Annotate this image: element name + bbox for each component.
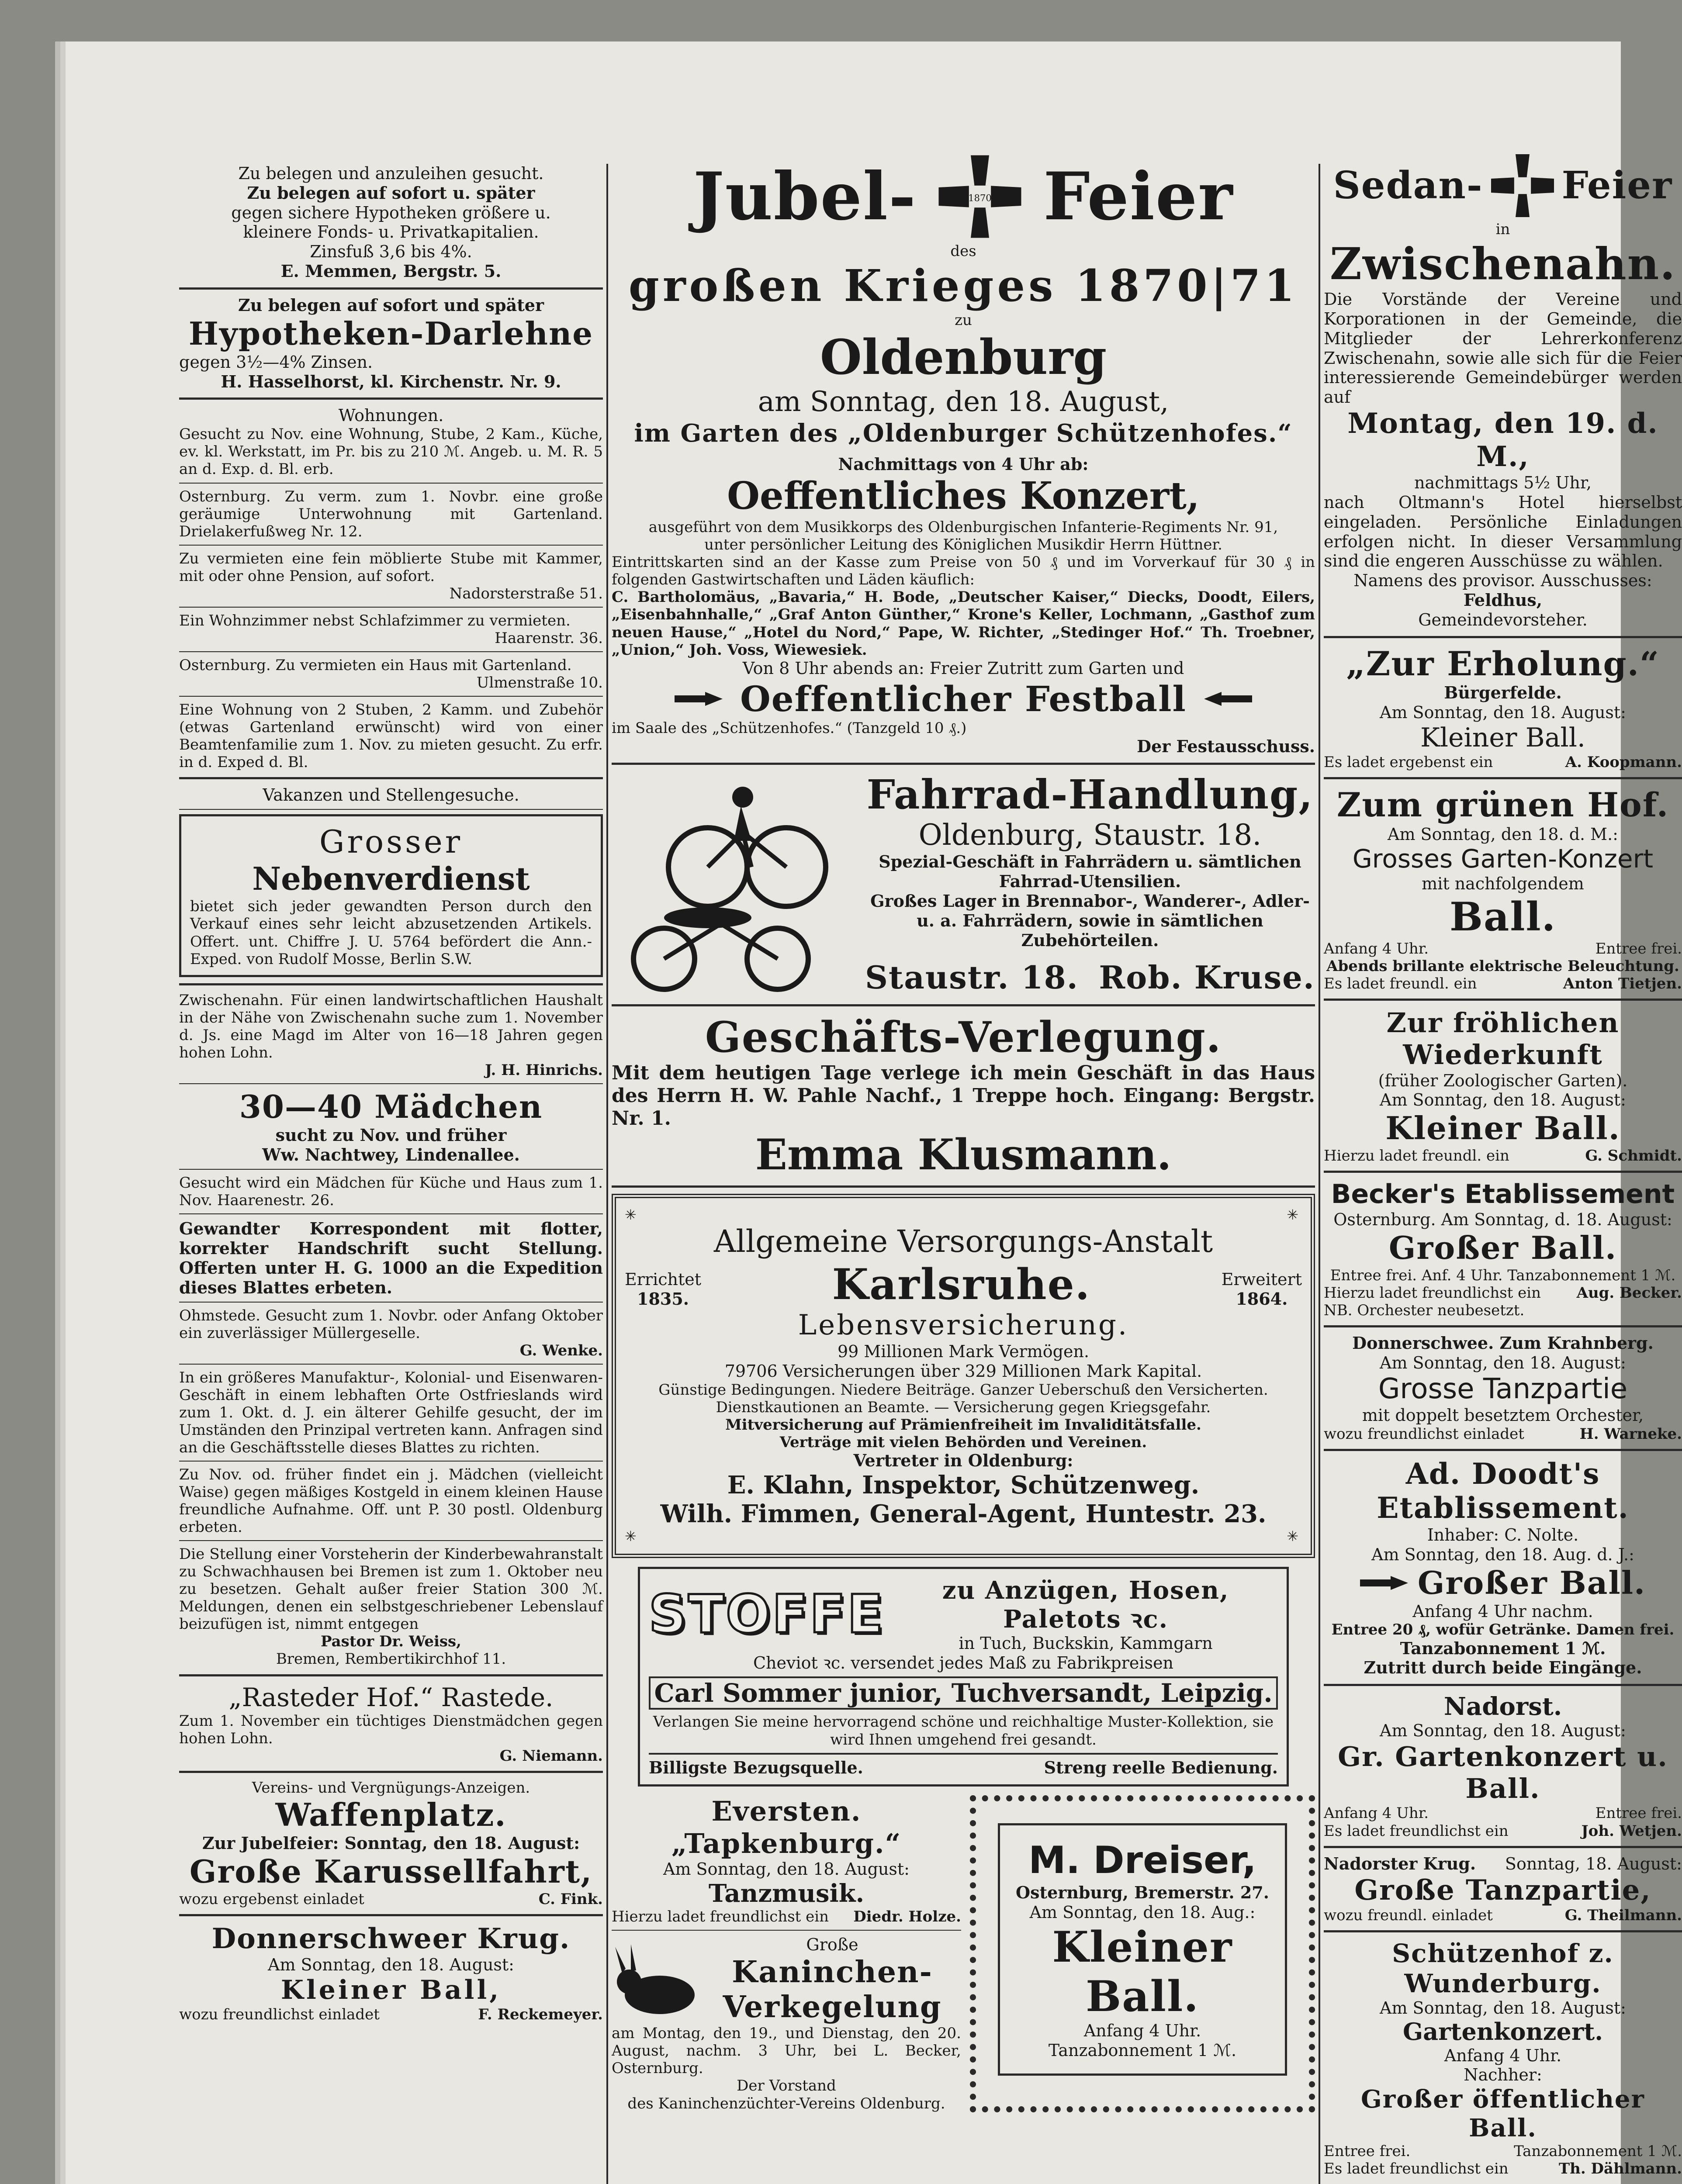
ad-title: Donnerschwee. Zum Krahnberg.	[1352, 1333, 1654, 1353]
ad-text: Zu vermieten eine fein möblierte Stube mit Kammer, mit oder ohne Pension, auf sofort.	[179, 549, 603, 585]
ad-line: zu Anzügen, Hosen,	[942, 1576, 1229, 1605]
divider	[179, 607, 603, 608]
ad-line: Abends brillante elektrische Beleuchtung.	[1326, 957, 1679, 975]
ad-line: Am Sonntag, den 18. August:	[268, 1955, 514, 1975]
ad-fahrrad	[612, 771, 1315, 998]
divider	[179, 483, 603, 484]
ad-title: Kleiner Ball,	[280, 1975, 502, 2006]
ad-title: Feier	[1043, 158, 1234, 235]
ad-signature: Gemeindevorsteher.	[1418, 610, 1588, 629]
ad-line: Am Sonntag, den 18. Aug.:	[1029, 1902, 1256, 1922]
iron-cross-icon	[1488, 151, 1557, 221]
ad-nebenverdienst	[179, 814, 603, 977]
ad-doodt	[1324, 1457, 1682, 1678]
ad-korrespondent: Gewandter Korrespondent mit flotter, korrekter Handschrift sucht Stellung. Offerten unter H. G. 1000 an die Expedition dieses Blattes erbeten.	[179, 1219, 603, 1298]
ad-text: Eintrittskarten sind an der Kasse zum Preise von 50 ₰ und im Vorverkauf für 30 ₰ in folgenden Gastwirtschaften und Läden käuflich:	[612, 553, 1315, 589]
divider	[179, 809, 603, 810]
ad-maedchen	[179, 1089, 603, 1165]
ad-title: Eversten. „Tapkenburg.“	[671, 1795, 902, 1859]
ad-line: Carl Sommer junior, Tuchversandt, Leipzig.	[649, 1676, 1278, 1710]
ad-line: E. Klahn, Inspektor, Schützenweg.	[727, 1471, 1200, 1500]
divider	[179, 1364, 603, 1365]
ad-title: Feier	[1561, 163, 1673, 208]
divider	[179, 1461, 603, 1462]
ad-wohnung-1	[179, 406, 603, 478]
ad-signature: Rob. Kruse.	[1099, 958, 1315, 996]
ad-line: 79706 Versicherungen über 329 Millionen Mark Kapital.	[724, 1362, 1202, 1381]
rabbit-icon	[612, 1942, 699, 2017]
ad-gruener-hof	[1324, 785, 1682, 992]
ad-title: Große Tanzpartie,	[1354, 1873, 1651, 1907]
ad-heading: Zu belegen und anzuleihen gesucht.	[238, 164, 544, 183]
ad-line: Günstige Bedingungen. Niedere Beiträge. Ganzer Ueberschuß den Versicherten.	[658, 1381, 1268, 1399]
divider	[179, 1674, 603, 1676]
divider	[1324, 1171, 1682, 1173]
ad-title: Jubel-	[693, 158, 917, 235]
ad-title: Ad. Doodt's Etablissement.	[1377, 1457, 1629, 1525]
ad-signature: Joh. Wetjen.	[1581, 1822, 1682, 1840]
ad-title: Großer Ball.	[1417, 1564, 1646, 1601]
divider	[1324, 1846, 1682, 1848]
ad-jubelfeier	[612, 151, 1315, 757]
pointing-hand-icon	[675, 689, 727, 708]
ad-signature: Pastor Dr. Weiss,	[321, 1633, 461, 1651]
ad-address: Nadorsterstraße 51.	[449, 584, 603, 602]
divider	[1324, 999, 1682, 1001]
pointing-hand-icon	[1360, 1573, 1412, 1593]
ad-line: NB. Orchester neubesetzt.	[1324, 1302, 1525, 1320]
ad-text: Die Vorstände der Vereine und Korporationen in der Gemeinde, die Mitglieder der Lehrerkonferenz Zwischenahn, sowie alle sich für die Feier interessierende Gemeindebürger werden auf	[1324, 290, 1682, 407]
ad-line: Cheviot ꝛc. versendet jedes Maß zu Fabrikpreisen	[753, 1653, 1174, 1673]
ad-line: Osternburg. Am Sonntag, d. 18. August:	[1333, 1210, 1672, 1230]
ad-text: nach Oltmann's Hotel hierselbst eingeladen. Persönliche Einladungen erfolgen nicht. In dieser Versammlung sind die engeren Ausschüsse zu wählen.	[1324, 492, 1682, 571]
ad-title: Kaninchen-	[732, 1954, 933, 1990]
ad-title: Großer öffentlicher Ball.	[1360, 2085, 1645, 2143]
divider	[179, 777, 603, 779]
star-icon: ✳	[1287, 1206, 1302, 1223]
ad-signature: Anton Tietjen.	[1563, 975, 1682, 993]
divider	[1324, 1325, 1682, 1327]
divider	[612, 1185, 1315, 1188]
ad-signature: G. Niemann.	[499, 1747, 603, 1765]
ad-signature: E. Memmen, Bergstr. 5.	[280, 261, 502, 281]
ad-line: Zutritt durch beide Eingänge.	[1364, 1658, 1642, 1678]
ad-title: Zur fröhlichen Wiederkunft	[1386, 1007, 1620, 1071]
ad-signature: A. Koopmann.	[1565, 753, 1682, 771]
ad-line: wozu freundlichst einladet	[179, 2006, 380, 2024]
ad-line: Zu belegen auf sofort u. später	[247, 183, 535, 203]
ad-wohnung-3	[179, 550, 603, 602]
ad-line: Entree frei.	[1595, 940, 1682, 957]
column-rule-right	[1319, 164, 1320, 2184]
ad-line: Hierzu ladet freundlichst ein	[1324, 1284, 1541, 1302]
section-heading: Vereins- und Vergnügungs-Anzeigen.	[252, 1779, 530, 1797]
ad-title: „Rasteder Hof.“ Rastede.	[228, 1682, 554, 1712]
ad-title: „Zur Erholung.“	[1346, 644, 1660, 683]
ad-title: Große Karussellfahrt,	[189, 1852, 593, 1890]
ad-address: Ulmenstraße 10.	[476, 674, 603, 691]
ad-line: Inhaber: C. Nolte.	[1427, 1525, 1579, 1545]
ad-signature: J. H. Hinrichs.	[485, 1061, 603, 1079]
ad-text: C. Bartholomäus, „Bavaria,“ H. Bode, „Deutscher Kaiser,“ Diecks, Doodt, Eilers, „Eisenbahnhalle,“ „Graf Anton Günther,“ Krone's Keller, Lochmann, „Gasthof zum neuen Hause,“ „Hotel du Nord,“ Pape, W. Richter, „Stedinger Hof.“ Th. Troebner, „Union,“ Joh. Voss, Wiewesiek.	[612, 588, 1315, 659]
ad-line: Sonntag, 18. August:	[1505, 1854, 1682, 1873]
divider	[179, 1213, 603, 1214]
ad-line: Am Sonntag, den 18. August:	[1380, 703, 1626, 722]
ad-signature: Namens des provisor. Ausschusses:	[1353, 571, 1652, 591]
ad-hypotheken	[179, 296, 603, 391]
ad-krahnberg	[1324, 1334, 1682, 1443]
ad-line: Es ladet freundlichst ein	[1324, 1822, 1509, 1840]
ad-title: Gr. Gartenkonzert u. Ball.	[1338, 1741, 1668, 1805]
divider	[1324, 1684, 1682, 1686]
ad-line: in Tuch, Buckskin, Kammgarn	[959, 1634, 1213, 1653]
ad-zur-erholung	[1324, 644, 1682, 771]
ad-line: Bürgerfelde.	[1444, 683, 1562, 703]
ad-signature: Der Festausschuss.	[1137, 736, 1315, 757]
right-column	[1324, 151, 1682, 2184]
ad-title: Gartenkonzert.	[1402, 2017, 1603, 2046]
section-heading: Wohnungen.	[338, 406, 444, 425]
ad-line: mit doppelt besetztem Orchester,	[1362, 1406, 1644, 1425]
ad-title: M. Dreiser,	[1028, 1838, 1256, 1883]
ad-line: wozu freundl. einladet	[1324, 1907, 1493, 1925]
star-icon: ✳	[625, 1528, 640, 1545]
ad-signature: Der Vorstand	[737, 2077, 836, 2095]
ad-title: Becker's Etablissement	[1331, 1179, 1675, 1210]
ad-title: Karlsruhe.	[832, 1259, 1091, 1309]
ad-line: Osternburg, Bremerstr. 27.	[1016, 1882, 1269, 1902]
ad-line: zu	[955, 311, 972, 329]
ad-line: gegen sichere Hypotheken größere u.	[231, 203, 551, 222]
ad-title: Waffenplatz.	[275, 1796, 507, 1834]
left-column	[179, 164, 603, 2023]
ad-title: Fahrrad-Handlung,	[866, 771, 1314, 818]
column-rule-left	[606, 164, 608, 2184]
ad-signature: Bremen, Rembertikirchhof 11.	[276, 1650, 506, 1668]
ad-line: Zu belegen auf sofort und später	[238, 295, 544, 315]
ad-nadorster-krug	[1324, 1854, 1682, 1924]
divider	[179, 1914, 603, 1916]
ad-line: unter persönlicher Leitung des Königlichen Musikdir Herrn Hüttner.	[704, 536, 1222, 554]
ad-line: Anfang 4 Uhr.	[1083, 2021, 1201, 2041]
ad-title: großen Krieges 1870|71	[628, 260, 1298, 312]
ad-title: Donnerschweer Krug.	[211, 1922, 571, 1955]
ad-rasteder-hof	[179, 1683, 603, 1765]
ad-line: Es ladet freundlichst ein	[1324, 2160, 1509, 2178]
ad-wohnung-2: Osternburg. Zu verm. zum 1. Novbr. eine große geräumige Unterwohnung mit Gartenland. Drielakerfußweg Nr. 12.	[179, 487, 603, 540]
ad-title: Verkegelung	[723, 1989, 942, 2025]
divider	[179, 397, 603, 400]
ad-line: Billigste Bezugsquelle.	[649, 1757, 863, 1777]
divider	[1324, 1930, 1682, 1932]
ad-wohnung-4	[179, 612, 603, 647]
ad-stoffe	[638, 1567, 1289, 1787]
ad-line: Oldenburg, Staustr. 18.	[918, 818, 1262, 852]
ad-signature: G. Theilmann.	[1564, 1907, 1682, 1925]
ad-line: Von 8 Uhr abends an: Freier Zutritt zum Garten und	[742, 658, 1184, 678]
ad-line: Am Sonntag, den 18. August:	[1380, 1090, 1626, 1110]
ad-signature: Emma Klusmann.	[755, 1130, 1172, 1179]
section-heading-vakanzen: Vakanzen und Stellengesuche.	[263, 785, 519, 805]
ad-nadorst	[1324, 1692, 1682, 1839]
ad-line: Anfang 4 Uhr.	[1324, 1804, 1429, 1822]
ad-line: kleinere Fonds- u. Privatkapitalien.	[243, 222, 539, 242]
ad-line: sucht zu Nov. und früher	[275, 1125, 507, 1145]
ad-address: Staustr. 18.	[865, 958, 1079, 996]
ad-signature: H. Hasselhorst, kl. Kirchenstr. Nr. 9.	[221, 371, 561, 391]
ad-signature: Feldhus,	[1464, 590, 1542, 610]
ad-wunderburg	[1324, 1939, 1682, 2177]
ad-title: Nebenverdienst	[252, 860, 530, 898]
stoffe-logo: STOFFE	[649, 1584, 885, 1645]
ad-city: Zwischenahn.	[1329, 238, 1676, 290]
ad-kapital	[179, 164, 603, 281]
ad-title: Hypotheken-Darlehne	[188, 314, 594, 352]
ad-text: Osternburg. Zu vermieten ein Haus mit Gartenland.	[179, 656, 572, 674]
ad-line: Zinsfuß 3,6 bis 4%.	[310, 242, 472, 262]
ad-title: Sedan-	[1333, 163, 1483, 208]
ad-title: Oeffentlicher Festball	[740, 678, 1187, 719]
ad-line: Paletots ꝛc.	[1003, 1605, 1169, 1634]
ad-line: Ww. Nachtwey, Lindenallee.	[262, 1144, 520, 1165]
ad-line: ausgeführt von dem Musikkorps des Oldenburgischen Infanterie-Regiments Nr. 91,	[648, 518, 1278, 536]
ad-line: Am Sonntag, den 18. August:	[1380, 1353, 1626, 1373]
ad-froehliche-wiederkunft	[1324, 1007, 1682, 1165]
divider	[179, 1540, 603, 1541]
divider	[179, 1302, 603, 1303]
ad-date: Montag, den 19. d. M.,	[1347, 407, 1658, 473]
ad-text: Mit dem heutigen Tage verlege ich mein Geschäft in das Haus des Herrn H. W. Pahle Nachf., 1 Treppe hoch. Eingang: Bergstr. Nr. 1.	[612, 1062, 1315, 1130]
divider	[179, 983, 603, 985]
ad-title: Kleiner Ball.	[1420, 722, 1585, 753]
ad-line: Spezial-Geschäft in Fahrrädern u. sämtlichen Fahrrad-Utensilien.	[879, 852, 1301, 892]
divider	[612, 1004, 1315, 1006]
ad-signature: des Kaninchenzüchter-Vereins Oldenburg.	[627, 2094, 945, 2112]
ad-line: Am Sonntag, den 18. d. M.:	[1388, 824, 1618, 844]
ad-line: Es ladet freundl. ein	[1324, 975, 1477, 993]
ad-line: Hierzu ladet freundlichst ein	[612, 1908, 829, 1925]
ad-line: Errichtet	[625, 1270, 702, 1289]
divider	[179, 696, 603, 697]
ad-line: Großes Lager in Brennabor-, Wanderer-, Adler- u. a. Fahrrädern, sowie in sämtlichen Zubehörteilen.	[870, 891, 1310, 950]
ad-line: Streng reelle Bedienung.	[1044, 1757, 1278, 1777]
ad-title: Großer Ball.	[1388, 1229, 1617, 1266]
ad-title: Kleiner Ball.	[1052, 1922, 1233, 2021]
ad-gehilfe: In ein größeres Manufaktur-, Kolonial- und Eisenwaren-Geschäft in einem lebhaften Orte Ostfrieslands wird zum 1. Okt. d. J. ein älterer Gehilfe gesucht, der im Umständen den Prinzipal vertreten kann. Anfragen sind an die Geschäftsstelle dieses Blattes zu richten.	[179, 1369, 603, 1457]
ad-wohnung-6: Eine Wohnung von 2 Stuben, 2 Kamm. und Zubehör (etwas Gartenland erwünscht) wird von einer Beamtenfamilie zum 1. Nov. zu mieten gesucht. Zu erfr. in d. Exped d. Bl.	[179, 701, 603, 771]
ad-magd	[179, 992, 603, 1079]
ad-line: Dienstkautionen an Beamte. — Versicherung gegen Kriegsgefahr.	[716, 1399, 1211, 1417]
ad-text: Zwischenahn. Für einen landwirtschaftlichen Haushalt in der Nähe von Zwischenahn suche zum 1. November d. Js. eine Magd im Alter von 16—18 Jahren gegen hohen Lohn.	[179, 991, 603, 1061]
ad-date: am Sonntag, den 18. August,	[758, 386, 1169, 418]
ad-line: 1835.	[637, 1289, 689, 1309]
ad-line: Mitversicherung auf Prämienfreiheit im Invaliditätsfalle.	[725, 1416, 1201, 1434]
middle-column	[612, 151, 1315, 2112]
ad-signature: H. Warneke.	[1579, 1425, 1682, 1443]
ad-text: Verlangen Sie meine hervorragend schöne und reichhaltige Muster-Kollektion, sie wird Ihnen umgehend frei gesandt.	[653, 1713, 1274, 1749]
ad-line: Anfang 4 Uhr.	[1444, 2046, 1562, 2065]
divider	[612, 763, 1315, 765]
ad-text: Ein Wohnzimmer nebst Schlafzimmer zu vermieten.	[179, 612, 571, 629]
ad-line: Verträge mit vielen Behörden und Vereinen.	[779, 1434, 1147, 1451]
ad-line: Am Sonntag, den 18. August:	[1380, 1721, 1626, 1741]
ad-line: Hierzu ladet freundl. ein	[1324, 1147, 1509, 1165]
ad-title: Grosser	[319, 823, 463, 860]
ad-title: Ball.	[1449, 893, 1557, 940]
ad-line: Am Sonntag, den 18. August:	[663, 1859, 910, 1879]
pointing-hand-icon	[1200, 689, 1252, 708]
ad-title: Geschäfts-Verlegung.	[705, 1012, 1222, 1062]
ad-title: Kleiner Ball.	[1385, 1109, 1620, 1147]
divider	[179, 287, 603, 290]
divider	[1324, 636, 1682, 638]
ad-text: Zum 1. November ein tüchtiges Dienstmädchen gegen hohen Lohn.	[179, 1712, 603, 1747]
ad-waffenplatz	[179, 1779, 603, 1908]
divider	[1324, 777, 1682, 779]
ad-text: bietet sich jeder gewandten Person durch den Verkauf eines sehr leicht abzusetzenden Artikels. Offert. unt. Chiffre J. U. 5764 befördert die Ann.-Exped. von Rudolf Mosse, Berlin S.W.	[190, 898, 592, 968]
ad-line: Anfang 4 Uhr nachm.	[1412, 1601, 1593, 1621]
ad-title: Zum grünen Hof.	[1336, 785, 1669, 824]
divider	[179, 651, 603, 652]
ad-line: Tanzabonnement 1 ℳ.	[1048, 2040, 1237, 2060]
ad-signature: F. Reckemeyer.	[478, 2006, 603, 2024]
ad-line: Erweitert	[1221, 1270, 1302, 1289]
ad-line: im Saale des „Schützenhofes.“ (Tanzgeld 10 ₰.)	[612, 719, 967, 737]
ad-vorsteherin	[179, 1545, 603, 1668]
ad-title: Allgemeine Versorgungs-Anstalt	[713, 1223, 1213, 1259]
ad-line: in	[1495, 221, 1510, 238]
ad-signature: C. Fink.	[538, 1890, 603, 1908]
ad-signature: Th. Dählmann.	[1558, 2160, 1682, 2178]
ad-title: Schützenhof z. Wunderburg.	[1392, 1939, 1614, 1998]
ad-line: Wilh. Fimmen, General-Agent, Huntestr. 23.	[660, 1500, 1267, 1529]
ad-title: Tanzmusik.	[708, 1879, 865, 1908]
ad-wohnung-5	[179, 657, 603, 691]
divider	[179, 1083, 603, 1084]
divider	[179, 1169, 603, 1170]
ad-title: Grosse Tanzpartie	[1378, 1372, 1628, 1405]
ad-line: 99 Millionen Mark Vermögen.	[837, 1342, 1090, 1362]
ad-title: Grosses Garten-Konzert	[1352, 844, 1654, 874]
ad-signature: Aug. Becker.	[1576, 1284, 1682, 1302]
ad-line: Entree 20 ₰, wofür Getränke. Damen frei.	[1331, 1621, 1675, 1639]
ad-title: Nadorst.	[1443, 1692, 1562, 1721]
ad-line: Nachmittags von 4 Uhr ab:	[838, 454, 1089, 474]
ad-title: 30—40 Mädchen	[239, 1088, 543, 1125]
divider	[179, 1771, 603, 1773]
ad-city: Oldenburg	[820, 329, 1107, 386]
ad-title: Nadorster Krug.	[1324, 1853, 1476, 1873]
ad-dreiser	[970, 1795, 1315, 2112]
ad-muellergeselle	[179, 1307, 603, 1359]
ad-line: Entree frei. Anf. 4 Uhr. Tanzabonnement 1 ℳ.	[1330, 1266, 1676, 1284]
divider	[1324, 1449, 1682, 1451]
ad-line: Es ladet ergebenst ein	[1324, 753, 1493, 771]
bicycle-illustration-icon	[612, 771, 856, 998]
ad-becker	[1324, 1179, 1682, 1319]
ad-line: wozu freundlichst einladet	[1324, 1425, 1524, 1443]
ad-aufnahme: Zu Nov. od. früher findet ein j. Mädchen (vielleicht Waise) gegen mäßiges Kostgeld in einem kleinen Hause freundliche Aufnahme. Off. unt P. 30 postl. Oldenburg erbeten.	[179, 1466, 603, 1536]
ad-sedanfeier	[1324, 151, 1682, 630]
ad-line: Tanzabonnement 1 ℳ.	[1514, 2143, 1682, 2160]
ad-line: Am Sonntag, den 18. Aug. d. J.:	[1371, 1545, 1634, 1564]
ad-line: Große	[806, 1935, 858, 1954]
ad-line: Tanzabonnement 1 ℳ.	[1400, 1638, 1606, 1658]
ad-signature: Diedr. Holze.	[853, 1908, 961, 1925]
ad-line: (früher Zoologischer Garten).	[1378, 1071, 1628, 1090]
ad-title: Oeffentliches Konzert,	[727, 474, 1200, 518]
ad-line: Vertreter in Oldenburg:	[853, 1451, 1073, 1471]
svg-text:1870: 1870	[968, 193, 992, 204]
ad-line: 1864.	[1236, 1289, 1288, 1309]
ad-line: Zur Jubelfeier: Sonntag, den 18. August:	[202, 1833, 580, 1853]
ad-line: wozu ergebenst einladet	[179, 1890, 364, 1908]
ad-address: Haarenstr. 36.	[495, 629, 603, 647]
star-icon: ✳	[625, 1206, 640, 1223]
ad-line: gegen 3½—4% Zinsen.	[179, 352, 373, 372]
ad-line: des	[950, 242, 976, 260]
ad-text: am Montag, den 19., und Dienstag, den 20. August, nachm. 3 Uhr, bei L. Becker, Osternburg.	[612, 2025, 961, 2077]
ad-line: Entree frei.	[1324, 2143, 1411, 2160]
star-icon: ✳	[1287, 1528, 1302, 1545]
ad-versorgungsanstalt	[612, 1194, 1315, 1558]
ad-line: Nachher:	[1464, 2065, 1542, 2085]
ad-signature: G. Schmidt.	[1585, 1147, 1682, 1165]
ad-line: Anfang 4 Uhr.	[1324, 940, 1429, 957]
divider	[179, 545, 603, 546]
ad-line: im Garten des „Oldenburger Schützenhofes.“	[634, 418, 1293, 448]
ad-signature: G. Wenke.	[519, 1342, 603, 1360]
ad-donnerschweer-krug	[179, 1922, 603, 2023]
divider	[612, 1930, 961, 1931]
ad-tapkenburg	[612, 1795, 961, 2112]
iron-cross-icon	[934, 151, 1026, 242]
ad-text: Gesucht zu Nov. eine Wohnung, Stube, 2 Kam., Küche, ev. kl. Werkstatt, im Pr. bis zu 210 ℳ. Angeb. u. M. R. 5 an d. Exp. d. Bl. erb.	[179, 425, 603, 478]
ad-kueche: Gesucht wird ein Mädchen für Küche und Haus zum 1. Nov. Haarenestr. 26.	[179, 1174, 603, 1209]
ad-line: Am Sonntag, den 18. August:	[1380, 1998, 1626, 2018]
ad-text: Die Stellung einer Vorsteherin der Kinderbewahranstalt zu Schwachhausen bei Bremen ist zum 1. Oktober neu zu besetzen. Gehalt außer freier Station 300 ℳ. Meldungen, denen ein selbstgeschriebener Lebenslauf beizufügen ist, nimmt entgegen	[179, 1545, 603, 1633]
ad-line: mit nachfolgendem	[1422, 874, 1584, 893]
newspaper-page	[66, 41, 1682, 2184]
ad-line: nachmittags 5½ Uhr,	[1414, 473, 1592, 493]
ad-text: Ohmstede. Gesucht zum 1. Novbr. oder Anfang Oktober ein zuverlässiger Müllergeselle.	[179, 1307, 603, 1342]
ad-geschaeftsverlegung	[612, 1013, 1315, 1179]
ad-line: Entree frei.	[1595, 1804, 1682, 1822]
ad-title: Lebensversicherung.	[798, 1309, 1129, 1341]
